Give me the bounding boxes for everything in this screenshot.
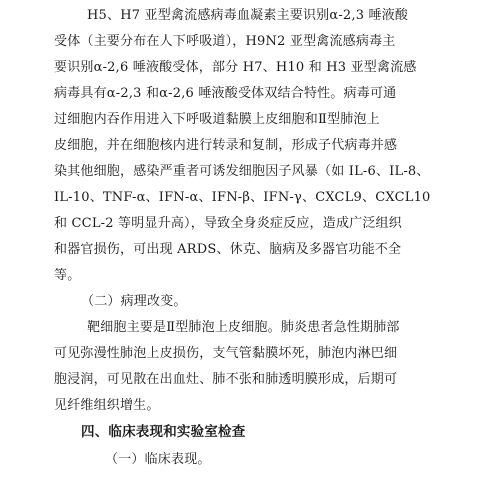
section-heading-clinical: 四、临床表现和实验室检查 — [81, 424, 246, 440]
paragraph-line-10: 和器官损伤，可出现 ARDS、休克、脑病及多器官功能不全 — [54, 242, 402, 257]
paragraph-line-15: 见纤维组织增生。 — [54, 398, 160, 413]
paragraph-line-14: 胞浸润，可见散在出血灶、肺不张和肺透明膜形成，后期可 — [54, 372, 398, 387]
paragraph-line-13: 可见弥漫性肺泡上皮损伤，支气管黏膜坏死，肺泡内淋巴细 — [54, 346, 398, 361]
paragraph-line-12: 靶细胞主要是Ⅱ型肺泡上皮细胞。肺炎患者急性期肺部 — [87, 320, 400, 335]
section-subheading-pathology: （二）病理改变。 — [81, 294, 187, 309]
paragraph-line-2: 受体（主要分布在人下呼吸道），H9N2 亚型禽流感病毒主 — [54, 34, 396, 49]
section-subheading-clinical: （一）临床表现。 — [105, 452, 211, 467]
paragraph-line-5: 过细胞内吞作用进入下呼吸道黏膜上皮细胞和Ⅱ型肺泡上 — [54, 112, 380, 127]
paragraph-line-7: 染其他细胞，感染严重者可诱发细胞因子风暴（如 IL-6、IL-8、 — [54, 164, 430, 179]
paragraph-line-3: 要识别α-2,6 唾液酸受体，部分 H7、H10 和 H3 亚型禽流感 — [54, 60, 417, 75]
paragraph-line-11: 等。 — [54, 268, 81, 283]
paragraph-line-4: 病毒具有α-2,3 和α-2,6 唾液酸受体双结合特性。病毒可通 — [54, 86, 397, 101]
paragraph-line-6: 皮细胞，并在细胞核内进行转录和复制，形成子代病毒并感 — [54, 138, 398, 153]
paragraph-line-1: H5、H7 亚型禽流感病毒血凝素主要识别α-2,3 唾液酸 — [87, 8, 409, 23]
paragraph-line-9: 和 CCL-2 等明显升高），导致全身炎症反应，造成广泛组织 — [54, 216, 402, 231]
paragraph-line-8: IL-10、TNF-α、IFN-α、IFN-β、IFN-γ、CXCL9、CXCL10 — [54, 190, 431, 205]
